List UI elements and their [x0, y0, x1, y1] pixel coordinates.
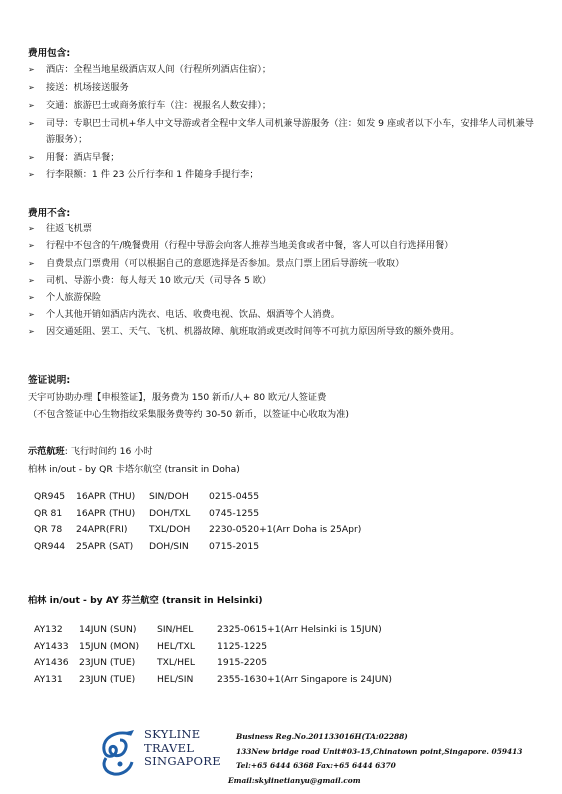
- arrow-bullet-icon: ➢: [28, 241, 35, 250]
- arrow-bullet-icon: ➢: [28, 153, 35, 162]
- list-item: ➢ 往返飞机票: [28, 221, 543, 237]
- list-item: ➢ 用餐：酒店早餐；: [28, 150, 543, 166]
- visa-title: 签证说明:: [28, 375, 71, 386]
- arrow-bullet-icon: ➢: [28, 170, 35, 179]
- company-logo-text: SKYLINE TRAVEL SINGAPORE: [144, 727, 221, 768]
- company-tel-fax: Tel:+65 6444 6368 Fax:+65 6444 6370: [236, 761, 396, 770]
- list-item: ➢ 因交通延阻、罢工、天气、飞机、机器故障、航班取消或更改时间等不可抗力原因所导致的额外费用。: [28, 324, 543, 340]
- list-item: ➢ 司导：专职巴士司机+华人中文导游或者全程中文华人司机兼导游服务（注：如发 9 座或者以下小车，安排华人司机兼导游服务）；: [28, 118, 534, 145]
- flight-duration: : 飞行时间约 16 小时: [64, 446, 153, 457]
- route1-label: 柏林 in/out - by QR 卡塔尔航空 (transit in Doha): [28, 464, 240, 475]
- arrow-bullet-icon: ➢: [28, 276, 35, 285]
- list-item: ➢ 交通：旅游巴士或商务旅行车（注：视报名人数安排）；: [28, 98, 543, 114]
- arrow-bullet-icon: ➢: [28, 65, 35, 74]
- arrow-bullet-icon: ➢: [28, 293, 35, 302]
- arrow-bullet-icon: ➢: [28, 327, 35, 336]
- company-footer: [96, 724, 536, 784]
- visa-fee-text: 天宇可协助办理【申根签证】，服务费为 150 新币/人+ 80 欧元/人签证费: [28, 392, 327, 403]
- arrow-bullet-icon: ➢: [28, 259, 35, 268]
- included-title: 费用包含:: [28, 48, 71, 59]
- list-item: ➢ 酒店：全程当地星级酒店双人间（行程所列酒店住宿）；: [28, 62, 543, 78]
- list-item: ➢ 司机、导游小费：每人每天 10 欧元/天（司导各 5 欧）: [28, 273, 543, 289]
- skyline-dragon-logo-icon: [96, 728, 138, 776]
- sample-flights-title: 示范航班: [28, 446, 65, 457]
- company-contact-info: [228, 730, 523, 788]
- company-address: 133New bridge road Unit#03-15,Chinatown point,Singapore. 059413: [236, 746, 523, 756]
- arrow-bullet-icon: ➢: [28, 310, 35, 319]
- route2-label: 柏林 in/out - by AY 芬兰航空 (transit in Helsinki): [28, 595, 263, 606]
- business-reg: Business Reg.No.201133016H(TA:02288): [236, 732, 408, 741]
- arrow-bullet-icon: ➢: [28, 101, 35, 110]
- list-item: ➢ 自费景点门票费用（可以根据自己的意愿选择是否参加。景点门票上团后导游统一收取）: [28, 256, 543, 272]
- list-item: ➢ 个人其他开销如酒店内洗衣、电话、收费电视、饮品、烟酒等个人消费。: [28, 307, 543, 323]
- list-item: ➢ 行李限额：1 件 23 公斤行李和 1 件随身手提行李；: [28, 167, 543, 183]
- arrow-bullet-icon: ➢: [28, 119, 35, 128]
- list-item: ➢ 个人旅游保险: [28, 290, 543, 306]
- list-item: ➢ 行程中不包含的午/晚餐费用（行程中导游会向客人推荐当地美食或者中餐，客人可以自行选择用餐）: [28, 238, 543, 254]
- arrow-bullet-icon: ➢: [28, 224, 35, 233]
- visa-note-text: （不包含签证中心生物指纹采集服务费等约 30-50 新币，以签证中心收取为准): [28, 409, 349, 420]
- list-item: ➢ 接送：机场接送服务: [28, 80, 543, 96]
- excluded-title: 费用不含:: [28, 208, 71, 219]
- arrow-bullet-icon: ➢: [28, 83, 35, 92]
- sample-flights-heading: [28, 443, 153, 457]
- company-email: Email:skylinetianyu@gmail.com: [228, 775, 361, 785]
